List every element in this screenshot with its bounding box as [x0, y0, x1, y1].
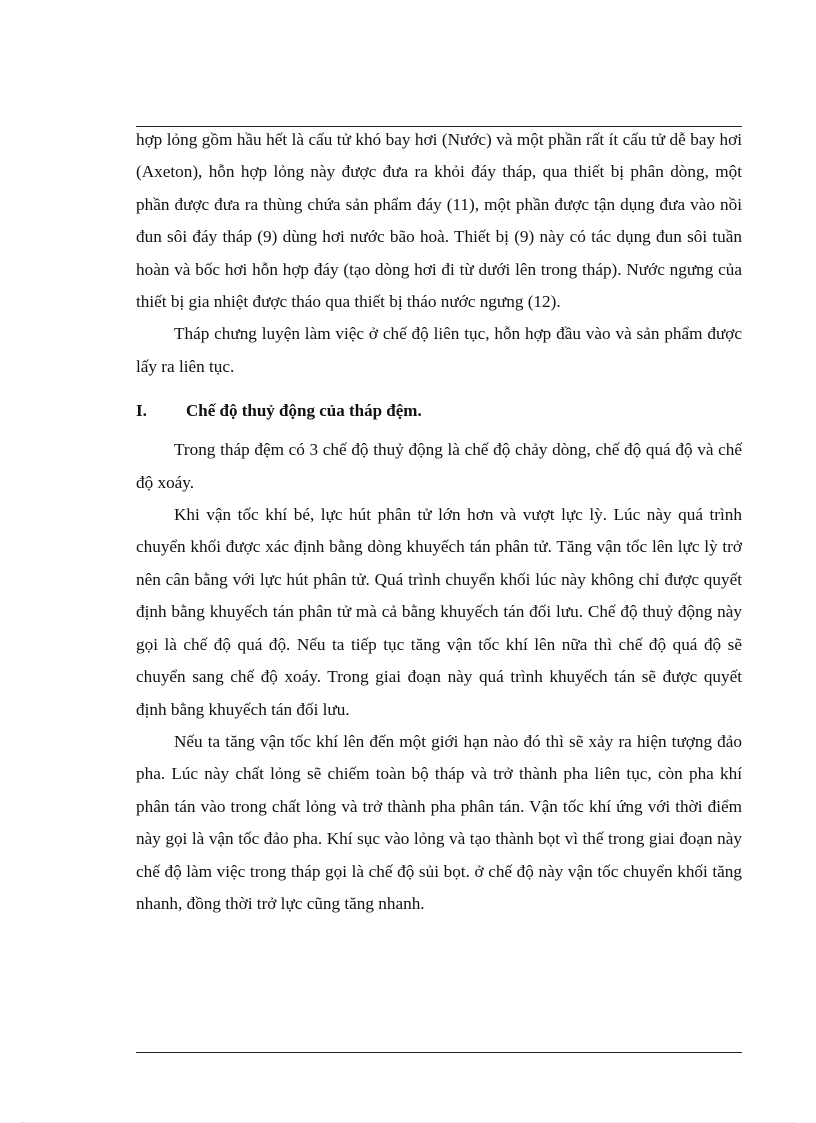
paragraph: Khi vận tốc khí bé, lực hút phân tử lớn hơn và vượt lực lỳ. Lúc này quá trình chuyển khối được xác định bằng dòng khuyếch tán phân tử. Tăng vận tốc lên lực lỳ trở nên cân bằng với lực hút phân tử. Quá trình chuyển khối lúc này không chỉ được quyết định bằng khuyếch tán phân tử mà cả bằng khuyếch tán đối lưu. Chế độ thuỷ động này gọi là chế độ quá độ. Nếu ta tiếp tục tăng vận tốc khí lên nữa thì chế độ quá độ sẽ chuyển sang chế độ xoáy. Trong giai đoạn này quá trình khuyếch tán sẽ được quyết định bằng khuyếch tán đối lưu. [136, 505, 742, 719]
paragraph: Tháp chưng luyện làm việc ở chế độ liên tục, hỗn hợp đầu vào và sản phẩm được lấy ra liên tục. [136, 324, 742, 376]
page-body [136, 124, 742, 920]
section-number: I. [136, 401, 147, 421]
footer-rule [136, 1052, 742, 1053]
section-title: Chế độ thuỷ động của tháp đệm. [186, 401, 422, 421]
paragraph-continuation: hợp lỏng gồm hầu hết là cấu tử khó bay hơi (Nước) và một phần rất ít cấu tử dễ bay hơi (Axeton), hỗn hợp lỏng này được đưa ra khỏi đáy tháp, qua thiết bị phân dòng, một phần được đưa ra thùng chứa sản phẩm đáy (11), một phần được tận dụng đưa vào nồi đun sôi đáy tháp (9) dùng hơi nước bão hoà. Thiết bị (9) này có tác dụng đun sôi tuần hoàn và bốc hơi hỗn hợp đáy (tạo dòng hơi đi từ dưới lên trong tháp). Nước ngưng của thiết bị gia nhiệt được tháo qua thiết bị tháo nước ngưng (12). [136, 130, 742, 312]
section-heading [136, 395, 742, 427]
paragraph: Nếu ta tăng vận tốc khí lên đến một giới hạn nào đó thì sẽ xảy ra hiện tượng đảo pha. Lúc này chất lỏng sẽ chiếm toàn bộ tháp và trở thành pha liên tục, còn pha khí phân tán vào trong chất lỏng và trở thành pha phân tán. Vận tốc khí ứng với thời điểm này gọi là vận tốc đảo pha. Khí sục vào lỏng và tạo thành bọt vì thế trong giai đoạn này chế độ làm việc trong tháp gọi là chế độ sủi bọt. ở chế độ này vận tốc chuyển khối tăng nhanh, đồng thời trở lực cũng tăng nhanh. [136, 731, 742, 913]
paragraph: Trong tháp đệm có 3 chế độ thuỷ động là chế độ chảy dòng, chế độ quá độ và chế độ xoáy. [136, 440, 742, 492]
